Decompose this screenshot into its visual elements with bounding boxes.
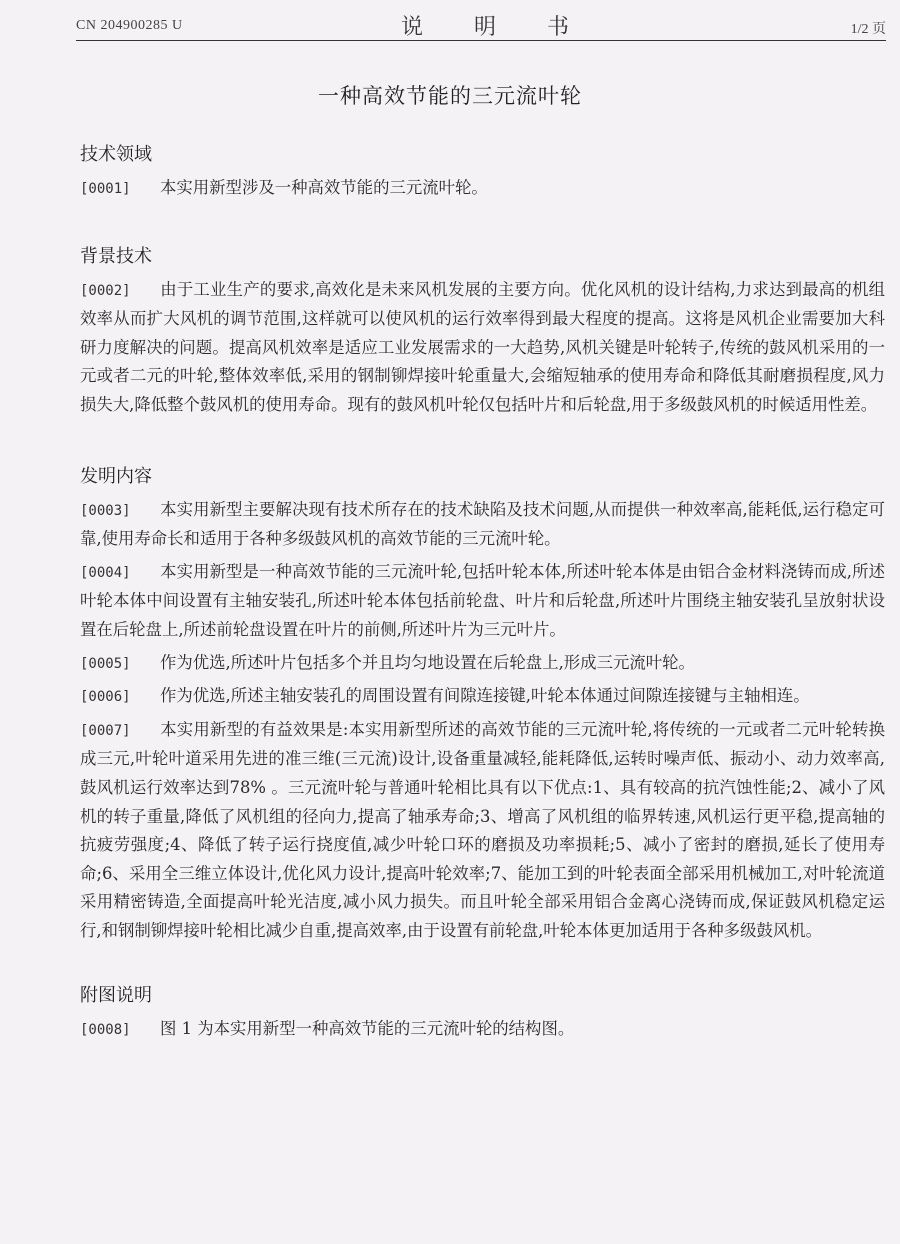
paragraph-text: 本实用新型涉及一种高效节能的三元流叶轮。 (160, 178, 488, 197)
page-number: 1/2 页 (850, 22, 886, 37)
paragraph (80, 716, 885, 946)
document-number: CN 204900285 U (76, 18, 183, 33)
paragraph (80, 496, 885, 554)
paragraph-number: [0004] (80, 564, 131, 581)
page-header (76, 8, 886, 41)
section-heading: 技术领域 (80, 144, 152, 165)
paragraph (80, 558, 885, 645)
paragraph (80, 1015, 885, 1045)
paragraph-number: [0005] (80, 655, 131, 672)
paragraph-text: 图 1 为本实用新型一种高效节能的三元流叶轮的结构图。 (160, 1019, 575, 1039)
document-body (80, 142, 885, 1049)
paragraph-number: [0003] (80, 502, 131, 519)
paragraph-number: [0001] (80, 181, 131, 197)
section-heading: 背景技术 (80, 245, 152, 267)
paragraph-text: 本实用新型主要解决现有技术所存在的技术缺陷及技术问题,从而提供一种效率高,能耗低,运行稳定可靠,使用寿命长和适用于各种多级鼓风机的高效节能的三元流叶轮。 (80, 499, 885, 549)
paragraph-text: 由于工业生产的要求,高效化是未来风机发展的主要方向。优化风机的设计结构,力求达到最高的机组效率从而扩大风机的调节范围,这样就可以使风机的运行效率得到最大程度的提高。这将是风机企业需要加大科研力度解决的问题。提高风机效率是适应工业发展需求的一大趋势,风机关键是叶轮转子,传统的鼓风机采用的一元或者二元的叶轮,整体效率低,采用的钢制铆焊接叶轮重量大,会缩短轴承的使用寿命和降低其耐磨损程度,风力损失大,降低整个鼓风机的使用寿命。现有的鼓风机叶轮仅包括叶片和后轮盘,用于多级鼓风机的时候适用性差。 (80, 279, 885, 414)
paragraph-number: [0008] (80, 1022, 131, 1039)
paragraph-number: [0007] (80, 722, 131, 739)
paragraph-number: [0002] (80, 282, 131, 299)
paragraph (80, 649, 885, 679)
paragraph-text: 作为优选,所述主轴安装孔的周围设置有间隙连接键,叶轮本体通过间隙连接键与主轴相连。 (160, 686, 810, 706)
paragraph-text: 本实用新型是一种高效节能的三元流叶轮,包括叶轮本体,所述叶轮本体是由铝合金材料浇铸而成,所述叶轮本体中间设置有主轴安装孔,所述叶轮本体包括前轮盘、叶片和后轮盘,所述叶片围绕主轴安装孔呈放射状设置在后轮盘上,所述前轮盘设置在叶片的前侧,所述叶片为三元叶片。 (80, 561, 885, 639)
paragraph-text: 作为优选,所述叶片包括多个并且均匀地设置在后轮盘上,形成三元流叶轮。 (160, 652, 695, 672)
document-title: 一种高效节能的三元流叶轮 (318, 84, 582, 108)
paragraph (80, 682, 885, 712)
paragraph-text: 本实用新型的有益效果是:本实用新型所述的高效节能的三元流叶轮,将传统的一元或者二元叶轮转换成三元,叶轮叶道采用先进的准三维(三元流)设计,设备重量减轻,能耗降低,运转时噪声低、振动小、动力效率高,鼓风机运行效率达到78% 。三元流叶轮与普通叶轮相比具有以下优点:1、具有较高的抗汽蚀性能;2、减小了风机的转子重量,降低了风机组的径向力,提高了轴承寿命;3、增高了风机组的临界转速,风机运行更平稳,提高轴的抗疲劳强度;4、降低了转子运行挠度值,减少叶轮口环的磨损及功率损耗;5、减小了密封的磨损,延长了使用寿命;6、采用全三维立体设计,优化风力设计,提高叶轮效率;7、能加工到的叶轮表面全部采用机械加工,对叶轮流道采用精密铸造,全面提高叶轮光洁度,减小风力损失。而且叶轮全部采用铝合金离心浇铸而成,保证鼓风机稳定运行,和钢制铆焊接叶轮相比减少自重,提高效率,由于设置有前轮盘,叶轮本体更加适用于各种多级鼓风机。 (80, 719, 885, 940)
paragraph (80, 276, 885, 420)
paragraph (80, 174, 885, 204)
section-heading: 发明内容 (80, 465, 152, 487)
section-heading: 附图说明 (80, 985, 152, 1007)
paragraph-number: [0006] (80, 689, 131, 706)
header-title: 说 明 书 (401, 15, 591, 40)
